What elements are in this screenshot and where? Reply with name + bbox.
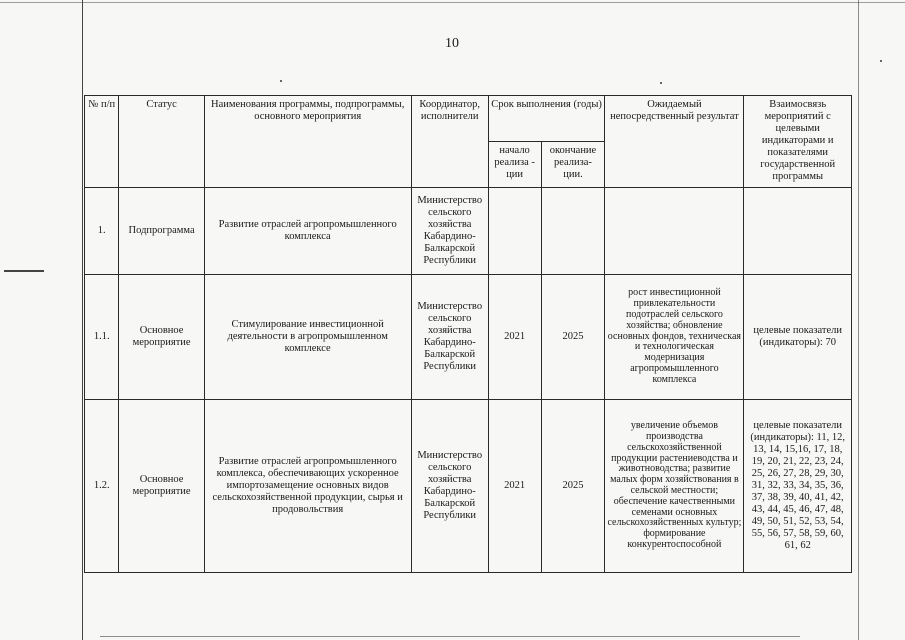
row-coordinator: Министерство сельского хозяйства Кабардино-Балкарской Республики [411,400,488,573]
program-table [84,95,852,573]
scan-mark-left [4,270,44,272]
header-coordinator: Координатор, исполнители [411,96,488,188]
row-coordinator: Министерство сельского хозяйства Кабардино-Балкарской Республики [411,275,488,400]
row-link: целевые показатели (индикаторы): 11, 12, 13, 14, 15,16, 17, 18, 19, 20, 21, 22, 23, 24, 25, 26, 27, 28, 29, 30, 31, 32, 33, 34, 35, 36, 37, 38, 39, 40, 41, 42, 43, 44, 45, 46, 47, 48, 49, 50, 51, 52, 53, 54, 55, 56, 57, 58, 59, 60, 61, 62 [744,400,852,573]
row-result [605,188,744,275]
row-start: 2021 [488,400,541,573]
header-status: Статус [119,96,204,188]
row-end: 2025 [541,400,605,573]
header-term-end: окончание реализа- ции. [541,142,605,188]
row-coordinator: Министерство сельского хозяйства Кабардино-Балкарской Республики [411,188,488,275]
page-number: 10 [445,36,459,51]
header-term-start: начало реализа - ции [488,142,541,188]
header-num: № п/п [85,96,119,188]
row-link [744,188,852,275]
header-term: Срок выполнения (годы) [488,96,605,142]
scan-speck [280,80,282,82]
scan-edge-top [0,2,905,3]
scan-edge-bottom [100,636,800,637]
row-start [488,188,541,275]
scan-edge-right [858,0,859,640]
row-link: целевые показатели (индикаторы): 70 [744,275,852,400]
scan-speck [880,60,882,62]
row-num: 1.2. [85,400,119,573]
row-num: 1.1. [85,275,119,400]
scan-speck [660,82,662,84]
row-result: рост инвестиционной привлекательности подотраслей сельского хозяйства; обновление основных фондов, техническая и технологическая модернизация агропромышленного комплекса [605,275,744,400]
header-link: Взаимосвязь мероприятий с целевыми индикаторами и показателями государственной программы [744,96,852,188]
row-status: Основное мероприятие [119,275,204,400]
scan-edge-left [82,0,83,640]
table-row [85,188,852,275]
header-result: Ожидаемый непосредственный результат [605,96,744,188]
row-end [541,188,605,275]
row-start: 2021 [488,275,541,400]
row-name: Стимулирование инвестиционной деятельности в агропромышленном комплексе [204,275,411,400]
row-result: увеличение объемов производства сельскохозяйственной продукции растениеводства и животноводства; развитие малых форм хозяйствования в сельской местности; обеспечение качественными семенами основных сельскохозяйственных культур; формирование конкурентоспособной [605,400,744,573]
table-row [85,275,852,400]
row-num: 1. [85,188,119,275]
row-name: Развитие отраслей агропромышленного комплекса [204,188,411,275]
row-name: Развитие отраслей агропромышленного комплекса, обеспечивающих ускоренное импортозамещение основных видов сельскохозяйственной продукции, сырья и продовольствия [204,400,411,573]
row-status: Основное мероприятие [119,400,204,573]
row-end: 2025 [541,275,605,400]
row-status: Подпрограмма [119,188,204,275]
table-row [85,400,852,573]
header-name: Наименования программы, подпрограммы, основного мероприятия [204,96,411,188]
